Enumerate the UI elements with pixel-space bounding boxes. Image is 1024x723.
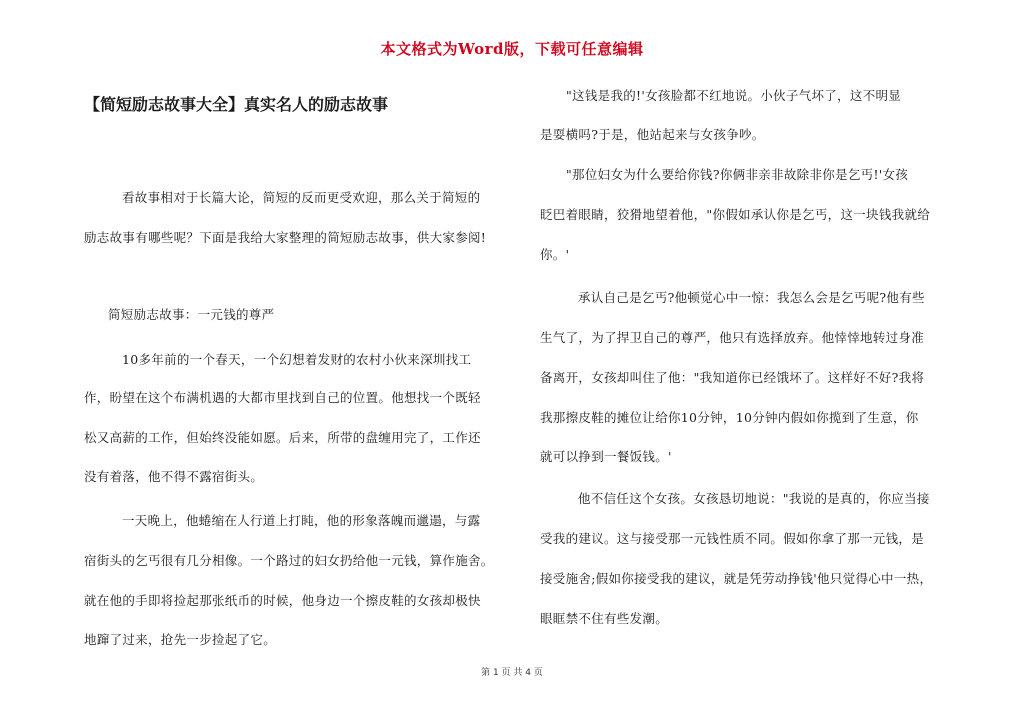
paragraph-line: 生气了，为了捍卫自己的尊严，他只有选择放弃。他悻悻地转过身准 bbox=[540, 330, 925, 345]
paragraph-line: 就可以挣到一餐饭钱。' bbox=[540, 449, 672, 464]
paragraph-line: 宿街头的乞丐很有几分相像。一个路过的妇女扔给他一元钱，算作施舍。 bbox=[84, 553, 494, 568]
paragraph-line: 是耍横吗?于是，他站起来与女孩争吵。 bbox=[540, 127, 765, 142]
paragraph-line: 眨巴着眼睛，狡猾地望着他，"你假如承认你是乞丐，这一块钱我就给 bbox=[540, 207, 931, 222]
paragraph-line: "那位妇女为什么要给你钱?你俩非亲非故除非你是乞丐!'女孩 bbox=[566, 167, 909, 182]
paragraph-line: 备离开，女孩却叫住了他："我知道你已经饿坏了。这样好不好?我将 bbox=[540, 370, 925, 385]
section-heading: 简短励志故事：一元钱的尊严 bbox=[108, 307, 275, 322]
paragraph-line: 承认自己是乞丐?他顿觉心中一惊：我怎么会是乞丐呢?他有些 bbox=[578, 290, 925, 305]
paragraph-line: 你。' bbox=[540, 247, 570, 262]
page-number-footer: 第 1 页 共 4 页 bbox=[481, 668, 543, 678]
paragraph-line: 没有着落，他不得不露宿街头。 bbox=[84, 469, 264, 484]
paragraph-line: 就在他的手即将捡起那张纸币的时候，他身边一个擦皮鞋的女孩却极快 bbox=[84, 593, 481, 608]
paragraph-line: 看故事相对于长篇大论，简短的反而更受欢迎，那么关于简短的 bbox=[122, 190, 481, 205]
paragraph-line: 松又高薪的工作，但始终没能如愿。后来，所带的盘缠用完了，工作还 bbox=[84, 430, 481, 445]
paragraph-line: 一天晚上，他蜷缩在人行道上打盹，他的形象落魄而邋遢，与露 bbox=[122, 513, 481, 528]
document-banner: 本文格式为Word版，下载可任意编辑 bbox=[380, 40, 644, 58]
paragraph-line: 我那擦皮鞋的摊位让给你10分钟，10分钟内假如你揽到了生意，你 bbox=[540, 410, 919, 425]
paragraph-line: 他不信任这个女孩。女孩恳切地说："我说的是真的，你应当接 bbox=[578, 491, 930, 506]
paragraph-line: 眼眶禁不住有些发潮。 bbox=[540, 611, 669, 626]
paragraph-line: 受我的建议。这与接受那一元钱性质不同。假如你拿了那一元钱，是 bbox=[540, 531, 925, 546]
paragraph-line: 10多年前的一个春天，一个幻想着发财的农村小伙来深圳找工 bbox=[122, 352, 472, 367]
document-title: 【简短励志故事大全】真实名人的励志故事 bbox=[84, 95, 389, 114]
paragraph-line: 作，盼望在这个布满机遇的大都市里找到自己的位置。他想找一个既轻 bbox=[84, 390, 481, 405]
paragraph-line: 励志故事有哪些呢？下面是我给大家整理的简短励志故事，供大家参阅! bbox=[84, 230, 487, 245]
paragraph-line: 接受施舍;假如你接受我的建议，就是凭劳动挣钱'他只觉得心中一热， bbox=[540, 571, 933, 586]
paragraph-line: 地蹿了过来，抢先一步捡起了它。 bbox=[84, 632, 277, 647]
paragraph-line: "这钱是我的!'女孩脸都不红地说。小伙子气坏了，这不明显 bbox=[566, 88, 902, 103]
